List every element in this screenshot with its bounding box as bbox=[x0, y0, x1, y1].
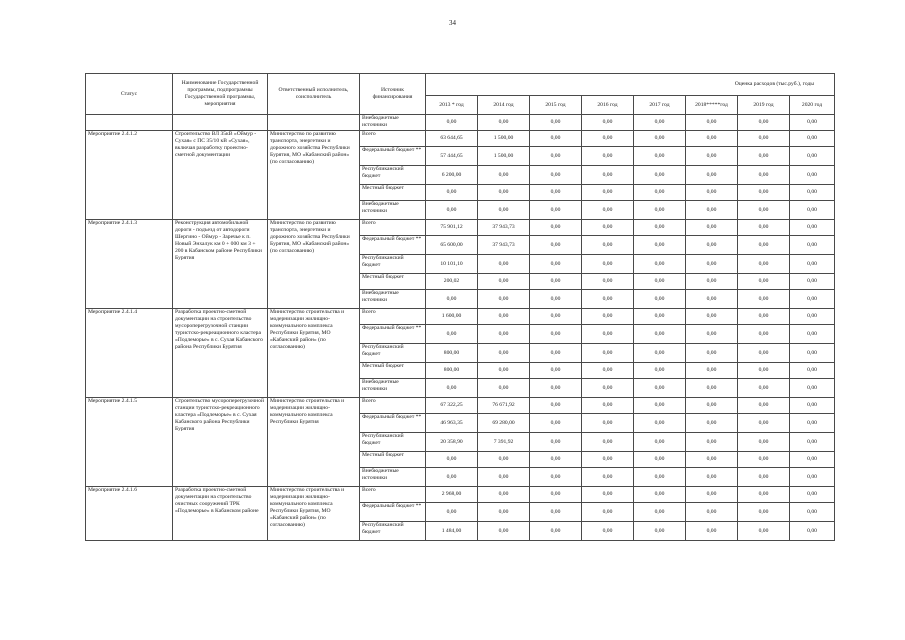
value-cell: 0,00 bbox=[738, 468, 790, 487]
program-name-cell: Строительство ВЛ 35кВ «Оймур - Сухая» с ПС 35/10 кВ «Сухая», включая разработку проектно-сметной документации bbox=[173, 131, 268, 220]
value-cell: 0,00 bbox=[582, 379, 634, 398]
value-cell: 0,00 bbox=[790, 201, 835, 220]
status-cell: Мероприятие 2.4.1.5 bbox=[86, 398, 173, 487]
value-cell: 63 644,65 bbox=[426, 131, 478, 147]
program-name-cell: Реконструкция автомобильной дороги - подъезд от автодороги Шергино - Оймур - Заречье к п. Новый Энхалук км 0 + 000 км 3 + 200 в Кабанском районе Республики Бурятия bbox=[173, 220, 268, 309]
header-executor: Ответственный исполнитель, соисполнитель bbox=[268, 74, 360, 115]
value-cell: 0,00 bbox=[426, 452, 478, 468]
source-cell: Федеральный бюджет ** bbox=[360, 236, 426, 255]
value-cell: 0,00 bbox=[790, 255, 835, 274]
source-cell: Федеральный бюджет ** bbox=[360, 147, 426, 166]
value-cell: 0,00 bbox=[686, 309, 738, 325]
source-cell: Местный бюджет bbox=[360, 185, 426, 201]
value-cell: 0,00 bbox=[530, 274, 582, 290]
value-cell: 0,00 bbox=[686, 452, 738, 468]
value-cell: 0,00 bbox=[582, 290, 634, 309]
value-cell: 0,00 bbox=[738, 236, 790, 255]
value-cell: 0,00 bbox=[686, 503, 738, 522]
value-cell: 0,00 bbox=[686, 220, 738, 236]
source-cell: Внебюджетные источники bbox=[360, 468, 426, 487]
value-cell: 0,00 bbox=[582, 166, 634, 185]
program-name-cell: Строительство мусороперегрузочной станции туристско-рекреационного кластера «Подлеморье» в с. Сухая Кабанского района Республики Бурятия bbox=[173, 398, 268, 487]
value-cell: 0,00 bbox=[634, 274, 686, 290]
value-cell: 0,00 bbox=[582, 274, 634, 290]
value-cell: 0,00 bbox=[634, 236, 686, 255]
source-cell: Внебюджетные источники bbox=[360, 201, 426, 220]
value-cell: 0,00 bbox=[582, 522, 634, 541]
page-number: 34 bbox=[449, 19, 456, 27]
status-cell: Мероприятие 2.4.1.2 bbox=[86, 131, 173, 220]
value-cell: 0,00 bbox=[426, 503, 478, 522]
value-cell: 0,00 bbox=[634, 201, 686, 220]
value-cell: 0,00 bbox=[634, 309, 686, 325]
source-cell: Федеральный бюджет ** bbox=[360, 414, 426, 433]
value-cell: 0,00 bbox=[790, 185, 835, 201]
value-cell: 0,00 bbox=[582, 255, 634, 274]
source-cell: Республиканский бюджет bbox=[360, 433, 426, 452]
value-cell: 0,00 bbox=[582, 236, 634, 255]
value-cell: 0,00 bbox=[790, 398, 835, 414]
value-cell: 0,00 bbox=[634, 522, 686, 541]
value-cell: 0,00 bbox=[790, 131, 835, 147]
value-cell: 0,00 bbox=[790, 344, 835, 363]
table-row bbox=[86, 487, 835, 503]
value-cell: 0,00 bbox=[530, 255, 582, 274]
value-cell: 0,00 bbox=[426, 115, 478, 131]
value-cell: 0,00 bbox=[790, 452, 835, 468]
value-cell: 0,00 bbox=[738, 290, 790, 309]
value-cell: 0,00 bbox=[582, 487, 634, 503]
value-cell: 0,00 bbox=[582, 398, 634, 414]
source-cell: Внебюджетные источники bbox=[360, 290, 426, 309]
value-cell: 0,00 bbox=[790, 363, 835, 379]
table-row bbox=[86, 131, 835, 147]
value-cell: 0,00 bbox=[790, 468, 835, 487]
value-cell: 0,00 bbox=[738, 452, 790, 468]
table-row bbox=[86, 115, 835, 131]
executor-cell: Министерство строительства и модернизации жилищно-коммунального комплекса Республики Бурятия, МО «Кабанский район» (по согласованию) bbox=[268, 309, 360, 398]
value-cell: 0,00 bbox=[634, 452, 686, 468]
value-cell: 0,00 bbox=[530, 363, 582, 379]
status-cell: Мероприятие 2.4.1.6 bbox=[86, 487, 173, 541]
expenditure-table bbox=[85, 73, 835, 541]
value-cell: 7 391,92 bbox=[478, 433, 530, 452]
value-cell: 0,00 bbox=[530, 433, 582, 452]
value-cell: 0,00 bbox=[530, 503, 582, 522]
source-cell: Республиканский бюджет bbox=[360, 522, 426, 541]
value-cell: 0,00 bbox=[426, 290, 478, 309]
value-cell: 0,00 bbox=[738, 398, 790, 414]
value-cell: 0,00 bbox=[686, 201, 738, 220]
value-cell: 0,00 bbox=[426, 325, 478, 344]
value-cell: 0,00 bbox=[738, 201, 790, 220]
value-cell: 0,00 bbox=[478, 503, 530, 522]
value-cell: 0,00 bbox=[582, 325, 634, 344]
source-cell: Всего bbox=[360, 131, 426, 147]
value-cell: 0,00 bbox=[582, 220, 634, 236]
value-cell: 1 484,00 bbox=[426, 522, 478, 541]
value-cell: 0,00 bbox=[478, 166, 530, 185]
header-year: 2018*****год bbox=[686, 96, 738, 115]
value-cell: 1 500,00 bbox=[478, 147, 530, 166]
value-cell: 0,00 bbox=[426, 468, 478, 487]
value-cell: 0,00 bbox=[686, 468, 738, 487]
value-cell: 0,00 bbox=[582, 131, 634, 147]
source-cell: Местный бюджет bbox=[360, 452, 426, 468]
value-cell: 0,00 bbox=[530, 220, 582, 236]
header-year: 2016 год bbox=[582, 96, 634, 115]
value-cell: 69 280,00 bbox=[478, 414, 530, 433]
value-cell: 0,00 bbox=[634, 414, 686, 433]
value-cell: 0,00 bbox=[790, 414, 835, 433]
value-cell: 0,00 bbox=[634, 363, 686, 379]
value-cell: 0,00 bbox=[582, 201, 634, 220]
value-cell: 0,00 bbox=[686, 166, 738, 185]
header-year: 2019 год bbox=[738, 96, 790, 115]
value-cell: 0,00 bbox=[790, 115, 835, 131]
value-cell: 0,00 bbox=[582, 433, 634, 452]
value-cell: 0,00 bbox=[738, 379, 790, 398]
source-cell: Федеральный бюджет ** bbox=[360, 325, 426, 344]
value-cell: 0,00 bbox=[790, 166, 835, 185]
header-year: 2017 год bbox=[634, 96, 686, 115]
executor-cell: Министерство строительства и модернизации жилищно-коммунального комплекса Республики Бурятия bbox=[268, 398, 360, 487]
status-cell: Мероприятие 2.4.1.3 bbox=[86, 220, 173, 309]
value-cell: 0,00 bbox=[478, 452, 530, 468]
empty-cell bbox=[173, 115, 268, 131]
program-name-cell: Разработка проектно-сметной документации на строительство мусороперегрузочной станции туристско-рекреационного кластера «Подлеморье» в с. Сухая Кабанского района Республики Бурятия bbox=[173, 309, 268, 398]
value-cell: 0,00 bbox=[790, 487, 835, 503]
value-cell: 0,00 bbox=[686, 414, 738, 433]
value-cell: 200,02 bbox=[426, 274, 478, 290]
value-cell: 1 500,00 bbox=[478, 131, 530, 147]
value-cell: 0,00 bbox=[738, 274, 790, 290]
header-year: 2020 год bbox=[790, 96, 835, 115]
value-cell: 0,00 bbox=[790, 236, 835, 255]
value-cell: 0,00 bbox=[686, 398, 738, 414]
value-cell: 0,00 bbox=[530, 452, 582, 468]
value-cell: 0,00 bbox=[790, 309, 835, 325]
source-cell: Внебюджетные источники bbox=[360, 379, 426, 398]
value-cell: 0,00 bbox=[634, 131, 686, 147]
value-cell: 0,00 bbox=[686, 185, 738, 201]
value-cell: 0,00 bbox=[738, 503, 790, 522]
value-cell: 0,00 bbox=[582, 115, 634, 131]
value-cell: 0,00 bbox=[582, 185, 634, 201]
value-cell: 800,00 bbox=[426, 344, 478, 363]
value-cell: 0,00 bbox=[582, 363, 634, 379]
value-cell: 0,00 bbox=[634, 344, 686, 363]
header-year: 2013 * год bbox=[426, 96, 478, 115]
value-cell: 0,00 bbox=[426, 185, 478, 201]
header-program: Наименование Государственной программы, подпрограммы Государственной программы, мероприятия bbox=[173, 74, 268, 115]
value-cell: 0,00 bbox=[530, 325, 582, 344]
value-cell: 0,00 bbox=[426, 379, 478, 398]
value-cell: 0,00 bbox=[790, 379, 835, 398]
value-cell: 0,00 bbox=[738, 115, 790, 131]
value-cell: 65 600,00 bbox=[426, 236, 478, 255]
value-cell: 20 358,90 bbox=[426, 433, 478, 452]
value-cell: 0,00 bbox=[426, 201, 478, 220]
value-cell: 1 600,00 bbox=[426, 309, 478, 325]
value-cell: 0,00 bbox=[738, 522, 790, 541]
value-cell: 0,00 bbox=[582, 147, 634, 166]
value-cell: 0,00 bbox=[634, 398, 686, 414]
value-cell: 0,00 bbox=[686, 131, 738, 147]
value-cell: 0,00 bbox=[634, 487, 686, 503]
value-cell: 0,00 bbox=[686, 379, 738, 398]
value-cell: 0,00 bbox=[634, 220, 686, 236]
value-cell: 0,00 bbox=[530, 414, 582, 433]
value-cell: 0,00 bbox=[686, 147, 738, 166]
value-cell: 0,00 bbox=[790, 433, 835, 452]
value-cell: 0,00 bbox=[478, 468, 530, 487]
value-cell: 0,00 bbox=[634, 147, 686, 166]
value-cell: 0,00 bbox=[738, 344, 790, 363]
value-cell: 37 943,73 bbox=[478, 220, 530, 236]
value-cell: 0,00 bbox=[790, 325, 835, 344]
value-cell: 0,00 bbox=[634, 325, 686, 344]
executor-cell: Министерство по развитию транспорта, энергетики и дорожного хозяйства Республики Бурятия, МО «Кабанский район» (по согласованию) bbox=[268, 131, 360, 220]
value-cell: 0,00 bbox=[634, 379, 686, 398]
header-status: Статус bbox=[86, 74, 173, 115]
header-year: 2014 год bbox=[478, 96, 530, 115]
value-cell: 0,00 bbox=[530, 344, 582, 363]
value-cell: 0,00 bbox=[530, 468, 582, 487]
executor-cell: Министерство строительства и модернизации жилищно-коммунального комплекса Республики Бурятия, МО «Кабанский район» (по согласованию) bbox=[268, 487, 360, 541]
source-cell: Всего bbox=[360, 398, 426, 414]
header-estimate: Оценка расходов (тыс.руб.), годы bbox=[426, 74, 835, 96]
value-cell: 0,00 bbox=[634, 468, 686, 487]
value-cell: 0,00 bbox=[478, 274, 530, 290]
value-cell: 0,00 bbox=[686, 433, 738, 452]
value-cell: 0,00 bbox=[530, 290, 582, 309]
source-cell: Всего bbox=[360, 309, 426, 325]
value-cell: 0,00 bbox=[478, 344, 530, 363]
header-source: Источник финансирования bbox=[360, 74, 426, 115]
value-cell: 0,00 bbox=[686, 522, 738, 541]
value-cell: 0,00 bbox=[790, 503, 835, 522]
value-cell: 75 901,12 bbox=[426, 220, 478, 236]
value-cell: 0,00 bbox=[530, 522, 582, 541]
value-cell: 0,00 bbox=[530, 185, 582, 201]
value-cell: 0,00 bbox=[530, 487, 582, 503]
value-cell: 0,00 bbox=[530, 379, 582, 398]
value-cell: 0,00 bbox=[790, 522, 835, 541]
value-cell: 0,00 bbox=[738, 414, 790, 433]
value-cell: 0,00 bbox=[530, 166, 582, 185]
source-cell: Республиканский бюджет bbox=[360, 255, 426, 274]
value-cell: 0,00 bbox=[478, 115, 530, 131]
value-cell: 0,00 bbox=[738, 220, 790, 236]
value-cell: 0,00 bbox=[634, 115, 686, 131]
value-cell: 0,00 bbox=[738, 166, 790, 185]
table-row bbox=[86, 398, 835, 414]
source-cell: Внебюджетные источники bbox=[360, 115, 426, 131]
value-cell: 0,00 bbox=[790, 220, 835, 236]
value-cell: 0,00 bbox=[478, 379, 530, 398]
value-cell: 0,00 bbox=[738, 147, 790, 166]
value-cell: 0,00 bbox=[738, 487, 790, 503]
value-cell: 0,00 bbox=[738, 185, 790, 201]
value-cell: 0,00 bbox=[478, 309, 530, 325]
value-cell: 0,00 bbox=[738, 309, 790, 325]
value-cell: 0,00 bbox=[790, 274, 835, 290]
value-cell: 0,00 bbox=[582, 309, 634, 325]
value-cell: 0,00 bbox=[530, 398, 582, 414]
value-cell: 0,00 bbox=[530, 115, 582, 131]
value-cell: 0,00 bbox=[686, 255, 738, 274]
value-cell: 0,00 bbox=[686, 115, 738, 131]
value-cell: 0,00 bbox=[634, 166, 686, 185]
value-cell: 0,00 bbox=[790, 290, 835, 309]
value-cell: 0,00 bbox=[738, 131, 790, 147]
value-cell: 0,00 bbox=[738, 255, 790, 274]
source-cell: Всего bbox=[360, 487, 426, 503]
value-cell: 0,00 bbox=[530, 236, 582, 255]
value-cell: 0,00 bbox=[478, 325, 530, 344]
program-name-cell: Разработка проектно-сметной документации на строительство очистных сооружений ТРК «Подлеморье» в Кабанском районе bbox=[173, 487, 268, 541]
value-cell: 0,00 bbox=[582, 468, 634, 487]
value-cell: 0,00 bbox=[530, 309, 582, 325]
value-cell: 0,00 bbox=[478, 363, 530, 379]
value-cell: 0,00 bbox=[634, 433, 686, 452]
value-cell: 0,00 bbox=[478, 255, 530, 274]
value-cell: 0,00 bbox=[530, 131, 582, 147]
value-cell: 0,00 bbox=[686, 274, 738, 290]
source-cell: Республиканский бюджет bbox=[360, 166, 426, 185]
value-cell: 0,00 bbox=[686, 290, 738, 309]
value-cell: 6 200,00 bbox=[426, 166, 478, 185]
table-row bbox=[86, 220, 835, 236]
value-cell: 0,00 bbox=[478, 201, 530, 220]
value-cell: 76 671,92 bbox=[478, 398, 530, 414]
value-cell: 0,00 bbox=[738, 363, 790, 379]
executor-cell: Министерство по развитию транспорта, энергетики и дорожного хозяйства Республики Бурятия, МО «Кабанский район» (по согласованию) bbox=[268, 220, 360, 309]
value-cell: 46 963,35 bbox=[426, 414, 478, 433]
value-cell: 0,00 bbox=[686, 236, 738, 255]
value-cell: 10 101,10 bbox=[426, 255, 478, 274]
source-cell: Местный бюджет bbox=[360, 274, 426, 290]
value-cell: 0,00 bbox=[582, 344, 634, 363]
value-cell: 0,00 bbox=[686, 344, 738, 363]
source-cell: Местный бюджет bbox=[360, 363, 426, 379]
value-cell: 0,00 bbox=[582, 503, 634, 522]
value-cell: 0,00 bbox=[582, 414, 634, 433]
value-cell: 0,00 bbox=[478, 290, 530, 309]
value-cell: 0,00 bbox=[478, 522, 530, 541]
value-cell: 0,00 bbox=[634, 290, 686, 309]
value-cell: 0,00 bbox=[478, 487, 530, 503]
status-cell: Мероприятие 2.4.1.4 bbox=[86, 309, 173, 398]
source-cell: Федеральный бюджет ** bbox=[360, 503, 426, 522]
source-cell: Республиканский бюджет bbox=[360, 344, 426, 363]
value-cell: 2 968,00 bbox=[426, 487, 478, 503]
header-year: 2015 год bbox=[530, 96, 582, 115]
table-row bbox=[86, 309, 835, 325]
value-cell: 800,00 bbox=[426, 363, 478, 379]
value-cell: 0,00 bbox=[478, 185, 530, 201]
value-cell: 57 444,65 bbox=[426, 147, 478, 166]
empty-cell bbox=[86, 115, 173, 131]
value-cell: 0,00 bbox=[582, 452, 634, 468]
value-cell: 0,00 bbox=[634, 185, 686, 201]
empty-cell bbox=[268, 115, 360, 131]
source-cell: Всего bbox=[360, 220, 426, 236]
value-cell: 0,00 bbox=[530, 201, 582, 220]
value-cell: 0,00 bbox=[530, 147, 582, 166]
value-cell: 0,00 bbox=[686, 363, 738, 379]
value-cell: 0,00 bbox=[790, 147, 835, 166]
value-cell: 0,00 bbox=[686, 487, 738, 503]
value-cell: 0,00 bbox=[686, 325, 738, 344]
value-cell: 0,00 bbox=[634, 503, 686, 522]
value-cell: 0,00 bbox=[738, 325, 790, 344]
value-cell: 0,00 bbox=[634, 255, 686, 274]
value-cell: 0,00 bbox=[738, 433, 790, 452]
value-cell: 67 322,25 bbox=[426, 398, 478, 414]
value-cell: 37 943,73 bbox=[478, 236, 530, 255]
